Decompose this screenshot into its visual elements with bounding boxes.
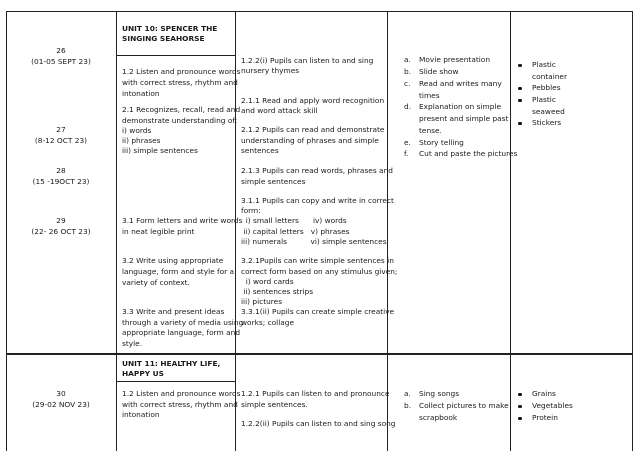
bullet-dot-icon [518, 64, 522, 68]
week-dates: (29-02 NOV 23) [32, 400, 90, 409]
activity-marker: b. [404, 67, 412, 76]
standard-line: iii) simple sentences [122, 146, 198, 155]
bullet-dot-icon [518, 87, 522, 91]
activity-text: Collect pictures to make [419, 401, 509, 410]
week-dates: (8-12 OCT 23) [34, 136, 88, 145]
activity-text: tense. [419, 126, 442, 135]
week-dates: (22- 26 OCT 23) [31, 227, 91, 236]
material-text: Protein [532, 413, 558, 422]
standard-line: 2.1 Recognizes, recall, read and [122, 105, 241, 114]
standard-line: 3.2 Write using appropriate [122, 256, 224, 265]
material-text: Vegetables [532, 401, 573, 410]
learning-line: 3.3.1(ii) Pupils can create simple creative [241, 307, 395, 316]
bullet-dot-icon [518, 122, 522, 126]
material-text: Pebbles [532, 83, 561, 92]
week-number: 26 [56, 46, 66, 55]
standard-line: variety of context. [122, 278, 190, 287]
standard-line: intonation [122, 89, 160, 98]
material-text: Grains [532, 389, 556, 398]
title-underline-unit10 [116, 55, 235, 56]
material-text: seaweed [532, 107, 565, 116]
week-number: 29 [56, 216, 66, 225]
standard-line: ii) phrases [122, 136, 161, 145]
learning-line: 3.2.1Pupils can write simple sentences in [241, 256, 394, 265]
table-right-border [632, 11, 633, 451]
week-number: 27 [56, 125, 66, 134]
standard-line: 1.2 Listen and pronounce words [122, 67, 241, 76]
activity-text: Read and writes many [419, 79, 502, 88]
week-dates: (15 -19OCT 23) [32, 177, 90, 186]
learning-line: form: [241, 206, 261, 215]
week-number: 30 [56, 389, 66, 398]
column-divider-3 [387, 11, 388, 451]
standard-line: in neat legible print [122, 227, 195, 236]
activity-text: Cut and paste the pictures [419, 149, 518, 158]
activity-text: present and simple past [419, 114, 509, 123]
activity-marker: c. [404, 79, 411, 88]
week-number: 28 [56, 166, 66, 175]
activity-text: Slide show [419, 67, 459, 76]
standard-line: 3.3 Write and present ideas [122, 307, 225, 316]
learning-line: iii) pictures [241, 297, 283, 306]
learning-line: sentences [241, 146, 279, 155]
activity-marker: e. [404, 138, 411, 147]
learning-line: simple sentences. [241, 400, 308, 409]
learning-line: i) small letters iv) words [241, 216, 347, 225]
standard-line: with correct stress, rhythm and [122, 78, 238, 87]
activity-marker: f. [404, 149, 409, 158]
learning-line: 1.2.2(ii) Pupils can listen to and sing song [241, 419, 396, 428]
activity-text: Movie presentation [419, 55, 491, 64]
unit-title-line: SINGING SEAHORSE [122, 34, 205, 43]
standard-line: demonstrate understanding of: [122, 116, 238, 125]
standard-line: appropriate language, form and [122, 328, 241, 337]
learning-line: 1.2.1 Pupils can listen to and pronounce [241, 389, 390, 398]
activity-text: scrapbook [419, 413, 458, 422]
activity-text: Explanation on simple [419, 102, 501, 111]
learning-line: correct form based on any stimulus given; [241, 267, 398, 276]
standard-line: through a variety of media using [122, 318, 244, 327]
standard-line: intonation [122, 410, 160, 419]
activity-text: times [419, 91, 440, 100]
standard-line: style. [122, 339, 143, 348]
standard-line: 1.2 Listen and pronounce words [122, 389, 241, 398]
learning-line: ii) capital letters v) phrases [241, 227, 350, 236]
learning-line: 2.1.2 Pupils can read and demonstrate [241, 125, 385, 134]
table-top-border [6, 11, 632, 12]
learning-line: simple sentences [241, 177, 306, 186]
learning-line: nursery thymes [241, 66, 300, 75]
title-underline-unit11 [116, 381, 235, 382]
material-text: Plastic [532, 60, 556, 69]
bullet-dot-icon [518, 99, 522, 103]
learning-line: i) word cards [241, 277, 294, 286]
activity-marker: a. [404, 389, 411, 398]
material-text: container [532, 72, 568, 81]
activity-marker: d. [404, 102, 412, 111]
activity-text: Sing songs [419, 389, 460, 398]
learning-line: works; collage [241, 318, 295, 327]
learning-line: ii) sentences strips [241, 287, 314, 296]
learning-line: 1.2.2(i) Pupils can listen to and sing [241, 56, 374, 65]
standard-line: language, form and style for a [122, 267, 235, 276]
material-text: Stickers [532, 118, 562, 127]
activity-marker: a. [404, 55, 411, 64]
learning-line: iii) numerals vi) simple sentences [241, 237, 387, 246]
activity-marker: b. [404, 401, 412, 410]
unit-title-line: UNIT 10: SPENCER THE [122, 24, 218, 33]
activity-text: Story telling [419, 138, 464, 147]
unit-separator-line [6, 353, 632, 355]
bullet-dot-icon [518, 405, 522, 409]
bullet-dot-icon [518, 393, 522, 397]
standard-line: i) words [122, 126, 152, 135]
material-text: Plastic [532, 95, 556, 104]
standard-line: with correct stress, rhythm and [122, 400, 238, 409]
learning-line: understanding of phrases and simple [241, 136, 379, 145]
unit-title-line: HAPPY US [122, 369, 164, 378]
standard-line: 3.1 Form letters and write words [122, 216, 243, 225]
learning-line: and word attack skill [241, 106, 318, 115]
bullet-dot-icon [518, 417, 522, 421]
learning-line: 3.1.1 Pupils can copy and write in correct [241, 196, 394, 205]
week-dates: (01-05 SEPT 23) [31, 57, 91, 66]
column-divider-1 [116, 11, 117, 451]
learning-line: 2.1.3 Pupils can read words, phrases and [241, 166, 393, 175]
unit-title-line: UNIT 11: HEALTHY LIFE, [122, 359, 221, 368]
learning-line: 2.1.1 Read and apply word recognition [241, 96, 385, 105]
column-divider-4 [510, 11, 511, 451]
